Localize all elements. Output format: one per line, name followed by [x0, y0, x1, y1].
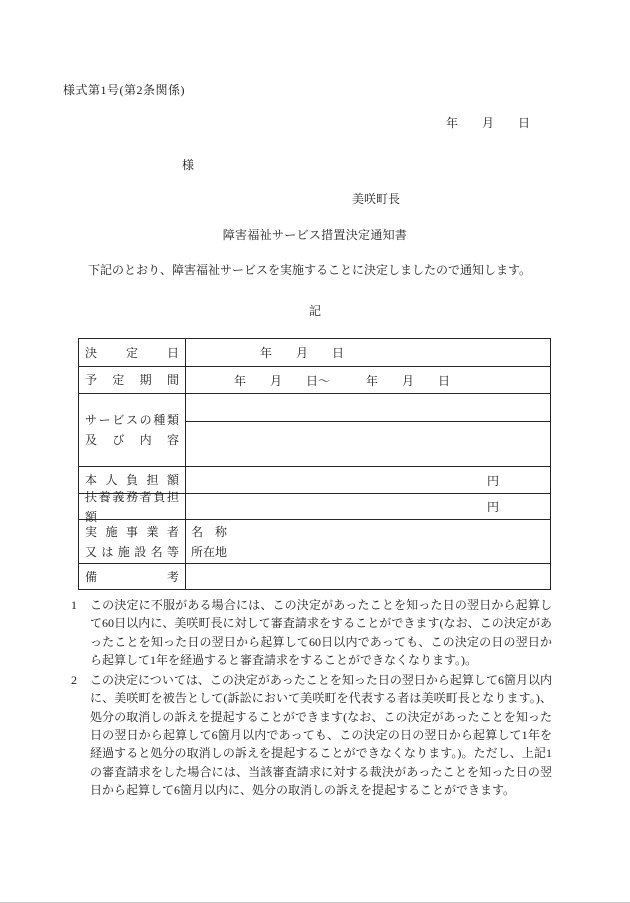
- service-type-label-line1: サービスの種類: [85, 413, 179, 427]
- dependent-payment-label: 扶養義務者負担額: [85, 489, 179, 524]
- table-row-planned-period: [79, 366, 550, 393]
- note-item-1: [63, 596, 552, 669]
- service-type-label-line2: 及び内容: [85, 433, 179, 447]
- service-type-value-top: [186, 394, 550, 422]
- provider-value-cell: [186, 520, 550, 563]
- provider-name-field-label: 名 称: [191, 524, 228, 539]
- dependent-payment-unit: 円: [486, 500, 499, 514]
- table-row-service-type: [79, 393, 550, 466]
- note-2-number: 2: [71, 673, 77, 688]
- addressee-honorific: 様: [182, 158, 195, 172]
- self-payment-label: 本人負担額: [85, 473, 179, 487]
- dependent-payment-label-cell: [79, 489, 186, 524]
- body-intro-text: 下記のとおり、障害福祉サービスを実施することに決定しましたので通知します。: [88, 263, 532, 277]
- table-row-dependent-payment: [79, 489, 550, 524]
- form-number: 様式第1号(第2条関係): [63, 83, 185, 97]
- decision-date-label: 決定日: [85, 345, 179, 360]
- remarks-label-cell: [79, 564, 186, 589]
- note-2-text: この決定については、この決定があったことを知った日の翌日から起算して6箇月以内に、美咲町を被告として(訴訟において美咲町を代表する者は美咲町長となります。)、処分の取消しの訴えを提起することができます(なお、この決定があったことを知った日の翌日から起算して6箇月以内であっても、この決定の日の翌日から起算して1年を経過すると処分の取消しの訴えを提起することができなくなります。)。ただし、上記1の審査請求をした場合には、当該審査請求に対する裁決があったことを知った日の翌日から起算して6箇月以内に、処分の取消しの訴えを提起することができます。: [90, 673, 552, 797]
- planned-period-label-cell: [79, 367, 186, 393]
- table-row-provider: [79, 519, 550, 563]
- table-row-remarks: [79, 563, 550, 589]
- decision-date-label-cell: [79, 339, 186, 366]
- provider-label-line2: 又は施設名等: [85, 544, 179, 559]
- note-1-number: 1: [71, 598, 77, 612]
- self-payment-unit: 円: [486, 473, 499, 488]
- provider-address-field-label: 所在地: [191, 544, 228, 559]
- note-item-2: [63, 671, 552, 799]
- provider-label-cell: [79, 520, 186, 563]
- document-title: 障害福祉サービス措置決定通知書: [222, 228, 408, 242]
- issuer-name: 美咲町長: [352, 192, 401, 206]
- note-1-text: この決定に不服がある場合には、この決定があったことを知った日の翌日から起算して60日以内に、美咲町長に対して審査請求をすることができます(なお、この決定があったことを知った日の翌日から起算して60日以内であっても、この決定の日の翌日から起算して1年を経過すると審査請求をすることができなくなります。)。: [90, 598, 552, 667]
- remarks-value: [186, 564, 550, 589]
- decision-date-value: 年 月 日: [260, 346, 345, 360]
- decision-details-table: [78, 338, 551, 590]
- service-type-label-cell: [79, 394, 186, 466]
- planned-period-value: 年 月 日～ 年 月 日: [234, 373, 451, 388]
- service-type-value-cell: [186, 394, 550, 466]
- remarks-label: 備考: [85, 569, 179, 584]
- issue-date-line: 年 月 日: [445, 116, 530, 130]
- service-type-value-bottom: [186, 422, 550, 466]
- notes-section: [63, 596, 552, 801]
- planned-period-label: 予定期間: [85, 373, 179, 387]
- record-marker: 記: [308, 304, 321, 318]
- table-row-decision-date: [79, 339, 550, 366]
- provider-label-line1: 実施事業者: [85, 524, 179, 539]
